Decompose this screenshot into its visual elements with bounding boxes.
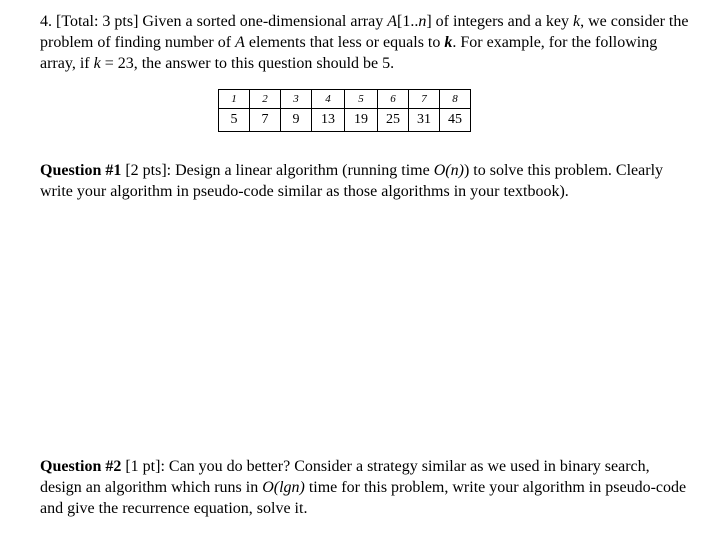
key-variable: k — [93, 55, 101, 72]
array-name: A — [235, 34, 245, 51]
question-1-complexity: O(n) — [433, 162, 464, 179]
array-index-cell: 7 — [409, 90, 440, 109]
array-value-cell: 9 — [281, 109, 312, 132]
array-index-cell: 4 — [312, 90, 345, 109]
key-variable-bold: k — [444, 34, 453, 51]
problem-text: of integers and a key — [431, 13, 573, 30]
array-value-cell: 19 — [345, 109, 378, 132]
problem-text: , we consider the problem of finding number of — [40, 13, 689, 51]
array-index-cell: 3 — [281, 90, 312, 109]
array-value-cell: 5 — [219, 109, 250, 132]
array-index-cell: 8 — [440, 90, 471, 109]
problem-text: . For example, for the following array, if — [40, 34, 658, 72]
array-value-cell: 31 — [409, 109, 440, 132]
question-2-text: [1 pt]: Can you do better? Consider a strategy similar as we used in binary search, design an algorithm which runs in — [40, 458, 650, 496]
question-1-label: Question #1 — [40, 162, 122, 179]
problem-text: Given a sorted one-dimensional array — [142, 13, 388, 30]
array-index-cell: 5 — [345, 90, 378, 109]
question-2-label: Question #2 — [40, 458, 122, 475]
question-2-text: time for this problem, write your algorithm in pseudo-code and give the recurrence equation, solve it. — [40, 479, 687, 517]
array-index-cell: 2 — [250, 90, 281, 109]
array-value-cell: 7 — [250, 109, 281, 132]
problem-number: 4. — [40, 13, 52, 30]
problem-statement — [40, 11, 690, 74]
question-2-complexity: O(lgn) — [262, 479, 305, 496]
problem-total-points: [Total: 3 pts] — [56, 13, 139, 30]
array-index-row — [219, 90, 471, 109]
array-value-cell: 25 — [378, 109, 409, 132]
array-close: ] — [426, 13, 432, 30]
question-1-text: [2 pts]: Design a linear algorithm (running time — [121, 162, 434, 179]
array-value-cell: 45 — [440, 109, 471, 132]
question-2 — [40, 456, 690, 519]
question-1 — [40, 160, 690, 202]
question-1-text: ) to solve this problem. Clearly write your algorithm in pseudo-code similar as those algorithms in your textbook). — [40, 162, 664, 200]
array-index-cell: 1 — [219, 90, 250, 109]
key-variable: k — [572, 13, 581, 30]
array-n: n — [418, 13, 427, 30]
array-name: A — [387, 13, 398, 30]
array-range: [1.. — [397, 13, 419, 30]
array-value-cell: 13 — [312, 109, 345, 132]
problem-text: elements that less or equals to — [244, 34, 445, 51]
array-index-cell: 6 — [378, 90, 409, 109]
array-value-row — [219, 109, 471, 132]
example-array-table — [218, 89, 471, 132]
problem-text: = 23, the answer to this question should be 5. — [100, 55, 395, 72]
